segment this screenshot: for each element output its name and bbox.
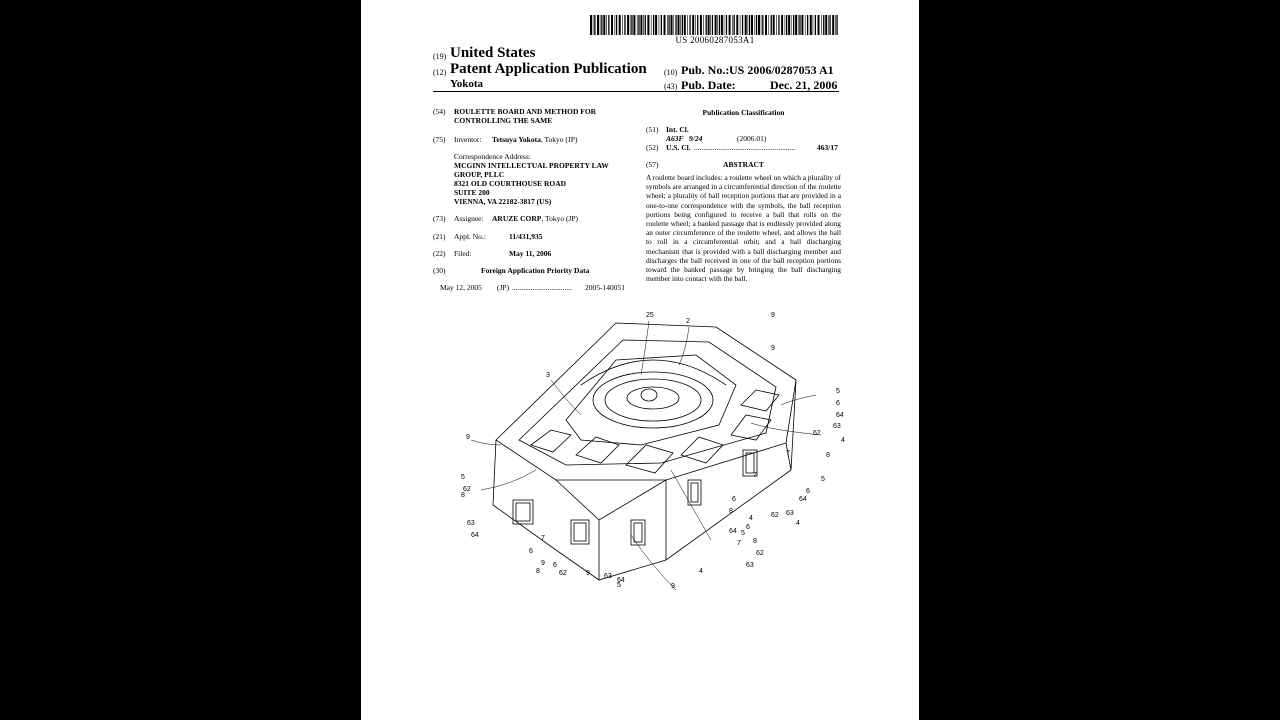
- figure-label: 63: [604, 573, 612, 580]
- filed-date: May 11, 2006: [509, 249, 552, 258]
- figure-label: 7: [737, 540, 741, 547]
- figure-label: 64: [471, 532, 479, 539]
- figure-label: 62: [813, 430, 821, 437]
- figure-label: 62: [771, 512, 779, 519]
- pub-no: US 2006/0287053 A1: [729, 63, 834, 77]
- inventor-name: Tetsuya Yokota: [492, 135, 541, 144]
- inventor-surname: Yokota: [450, 78, 484, 90]
- publication-type: Patent Application Publication: [450, 61, 647, 77]
- header-rule: [433, 91, 839, 92]
- figure-label: 64: [836, 412, 844, 419]
- figure-label: 5: [741, 530, 745, 537]
- figure-label: 6: [553, 562, 557, 569]
- figure-label: 62: [463, 486, 471, 493]
- figure-label: 6: [732, 496, 736, 503]
- roulette-hub: [641, 389, 657, 401]
- pub-no-label: Pub. No.:: [681, 63, 730, 77]
- intcl-code: (51): [646, 125, 659, 134]
- correspondence-line-3: 8321 OLD COURTHOUSE ROAD: [454, 179, 567, 188]
- inventor-code: (75): [433, 135, 446, 144]
- figure-label: 7: [786, 450, 790, 457]
- figure-label: 5: [461, 474, 465, 481]
- figure-label: 5: [617, 582, 621, 589]
- figure-label: 2: [686, 318, 690, 325]
- uscl-dots: ......................................................: [694, 143, 796, 152]
- abstract-title: ABSTRACT: [723, 160, 764, 169]
- figure-label: 9: [541, 560, 545, 567]
- figure-label: 25: [646, 312, 654, 319]
- roulette-board-figure: [441, 305, 861, 595]
- correspondence-line-1: MCGINN INTELLECTUAL PROPERTY LAW: [454, 161, 609, 170]
- figure-label: 64: [617, 577, 625, 584]
- figure-labels: [461, 312, 845, 590]
- foreign-country: (JP): [497, 283, 510, 292]
- classification-title: Publication Classification: [702, 108, 785, 117]
- title-code: (54): [433, 107, 446, 116]
- foreign-code: (30): [433, 266, 446, 275]
- figure-label: 9: [586, 570, 590, 577]
- coin-slots: [513, 450, 757, 545]
- figure-label: 4: [699, 568, 703, 575]
- figure-label: 6: [746, 524, 750, 531]
- country: United States: [450, 45, 536, 61]
- wheel-dome: [581, 360, 726, 385]
- terminal-screens: [531, 390, 779, 473]
- assignee-location: , Tokyo (JP): [541, 214, 579, 223]
- roulette-frame: [566, 355, 736, 445]
- foreign-app-no: 2005-140051: [585, 283, 625, 292]
- foreign-title: Foreign Application Priority Data: [481, 266, 590, 275]
- correspondence-line-2: GROUP, PLLC: [454, 170, 505, 179]
- uscl-label: U.S. Cl.: [666, 143, 691, 152]
- figure-label: 5: [821, 476, 825, 483]
- figure-label: 5: [836, 388, 840, 395]
- inventor-location: , Tokyo (JP): [540, 135, 578, 144]
- figure-label: 9: [771, 312, 775, 319]
- correspondence-line-5: VIENNA, VA 22182-3817 (US): [454, 197, 552, 206]
- correspondence-line-4: SUITE 200: [454, 188, 490, 197]
- figure-label: 64: [729, 528, 737, 535]
- pub-date: Dec. 21, 2006: [770, 78, 838, 92]
- board-top-outline: [496, 323, 796, 480]
- assignee-code: (73): [433, 214, 446, 223]
- figure-label: 63: [833, 423, 841, 430]
- figure-label: 9: [671, 583, 675, 590]
- figure-label: 3: [546, 372, 550, 379]
- figure-label: 8: [461, 492, 465, 499]
- foreign-date: May 12, 2005: [440, 283, 482, 292]
- pub-no-code: (10): [664, 68, 678, 77]
- country-code: (19): [433, 52, 447, 61]
- appl-label: Appl. No.:: [454, 232, 486, 241]
- inventor-entry: [492, 135, 577, 144]
- figure-label: 9: [771, 345, 775, 352]
- uscl-value: 463/17: [817, 143, 838, 152]
- figure-label: 6: [836, 400, 840, 407]
- figure-label: 62: [756, 550, 764, 557]
- pubtype-code: (12): [433, 68, 447, 77]
- figure-label: 6: [806, 488, 810, 495]
- figure-label: 64: [799, 496, 807, 503]
- figure-label: 4: [749, 515, 753, 522]
- figure-label: 8: [536, 568, 540, 575]
- patent-page: [361, 0, 919, 720]
- pub-date-code: (43): [664, 82, 678, 91]
- inner-table: [519, 340, 776, 465]
- figure-label: 8: [753, 538, 757, 545]
- correspondence-label: Correspondence Address:: [454, 152, 531, 161]
- figure-label: 63: [467, 520, 475, 527]
- filed-label: Filed:: [454, 249, 472, 258]
- figure-label: 8: [826, 452, 830, 459]
- figure-label: 7: [541, 535, 545, 542]
- figure-label: 4: [796, 520, 800, 527]
- figure-label: 62: [559, 570, 567, 577]
- appl-no: 11/431,935: [509, 232, 543, 241]
- appl-code: (21): [433, 232, 446, 241]
- abstract-text: A roulette board includes: a roulette wheel on which a plurality of symbols are arranged in a circumferential direction of the roulette wheel; a plurality of ball reception portions that are provided in a one-to-one correspondence with the symbols, the ball reception portions being configured to receive a ball that rolls on the roulette wheel; a banked passage that is endlessly provided along an outer circumference of the roulette wheel, and allows the ball to roll in a circumferential orbit; and a ball discharging mechanism that is provided with a ball discharging member and discharges the ball received in one of the ball reception portions toward the banked passage by bringing the ball discharging member into contact with the ball.: [646, 173, 841, 284]
- intcl-value: A63F 9/24: [666, 134, 703, 143]
- pub-date-label: Pub. Date:: [681, 78, 736, 92]
- figure-label: 8: [729, 508, 733, 515]
- title-line-1: ROULETTE BOARD AND METHOD FOR: [454, 107, 597, 116]
- figure-label: 9: [466, 434, 470, 441]
- roulette-wheel-inner: [627, 387, 679, 409]
- intcl-year: (2006.01): [737, 134, 767, 143]
- figure-label: 6: [529, 548, 533, 555]
- title-line-2: CONTROLLING THE SAME: [454, 116, 553, 125]
- filed-code: (22): [433, 249, 446, 258]
- figure-label: 4: [841, 437, 845, 444]
- uscl-code: (52): [646, 143, 659, 152]
- figure-label: 7: [753, 472, 757, 479]
- figure-label: 63: [746, 562, 754, 569]
- barcode-number: US 20060287053A1: [675, 35, 755, 45]
- foreign-dots: ................................: [512, 283, 572, 292]
- assignee-label: Assignee:: [454, 214, 484, 223]
- inventor-label: Inventor:: [454, 135, 482, 144]
- assignee-name: ARUZE CORP: [492, 214, 542, 223]
- assignee-entry: [492, 214, 578, 223]
- barcode: [590, 15, 840, 35]
- abstract-code: (57): [646, 160, 659, 169]
- figure-label: 63: [786, 510, 794, 517]
- intcl-label: Int. Cl.: [666, 125, 689, 134]
